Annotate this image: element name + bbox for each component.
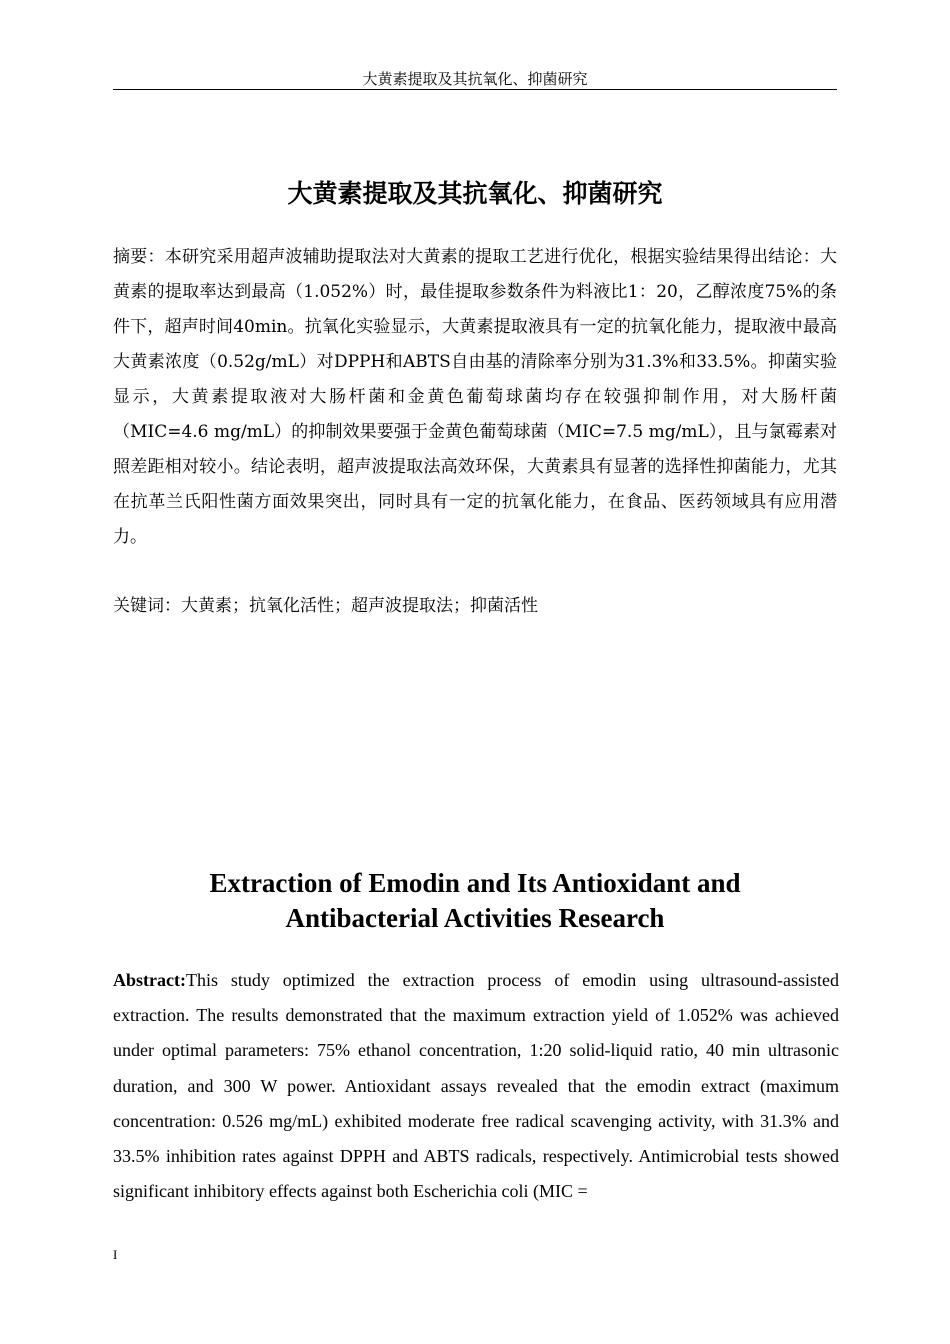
chinese-abstract-text: 本研究采用超声波辅助提取法对大黄素的提取工艺进行优化，根据实验结果得出结论：大黄素的提取率达到最高（1.052%）时，最佳提取参数条件为料液比1：20，乙醇浓度75%的条件下，超声时间40min。抗氧化实验显示，大黄素提取液具有一定的抗氧化能力，提取液中最高大黄素浓度（0.52g/mL）对DPPH和ABTS自由基的清除率分别为31.3%和33.5%。抑菌实验显示，大黄素提取液对大肠杆菌和金黄色葡萄球菌均存在较强抑制作用，对大肠杆菌（MIC=4.6 mg/mL）的抑制效果要强于金黄色葡萄球菌（MIC=7.5 mg/mL），且与氯霉素对照差距相对较小。结论表明，超声波提取法高效环保，大黄素具有显著的选择性抑菌能力，尤其在抗革兰氏阳性菌方面效果突出，同时具有一定的抗氧化能力，在食品、医药领域具有应用潜力。 — [113, 247, 838, 547]
english-abstract-label: Abstract: — [113, 970, 186, 990]
header-rule — [113, 89, 837, 90]
english-title-line-1: Extraction of Emodin and Its Antioxidant and — [209, 868, 741, 898]
english-abstract — [113, 963, 839, 1209]
chinese-abstract — [113, 240, 837, 555]
chinese-keywords — [113, 591, 837, 621]
english-title — [0, 866, 950, 936]
page-number: I — [113, 1247, 118, 1262]
english-abstract-text: This study optimized the extraction process of emodin using ultrasound-assisted extraction. The results demonstrated that the maximum extraction yield of 1.052% was achieved under optimal parameters: 75% ethanol concentration, 1:20 solid-liquid ratio, 40 min ultrasonic duration, and 300 W power. Antioxidant assays revealed that the emodin extract (maximum concentration: 0.526 mg/mL) exhibited moderate free radical scavenging activity, with 31.3% and 33.5% inhibition rates against DPPH and ABTS radicals, respectively. Antimicrobial tests showed significant inhibitory effects against both Escherichia coli (MIC = — [113, 970, 839, 1202]
chinese-keywords-label: 关键词： — [113, 596, 181, 616]
chinese-abstract-label: 摘要： — [113, 247, 165, 267]
running-header-title: 大黄素提取及其抗氧化、抑菌研究 — [362, 70, 588, 88]
chinese-keywords-text: 大黄素；抗氧化活性；超声波提取法；抑菌活性 — [181, 596, 538, 616]
chinese-title: 大黄素提取及其抗氧化、抑菌研究 — [287, 179, 663, 208]
english-title-line-2: Antibacterial Activities Research — [285, 903, 665, 933]
